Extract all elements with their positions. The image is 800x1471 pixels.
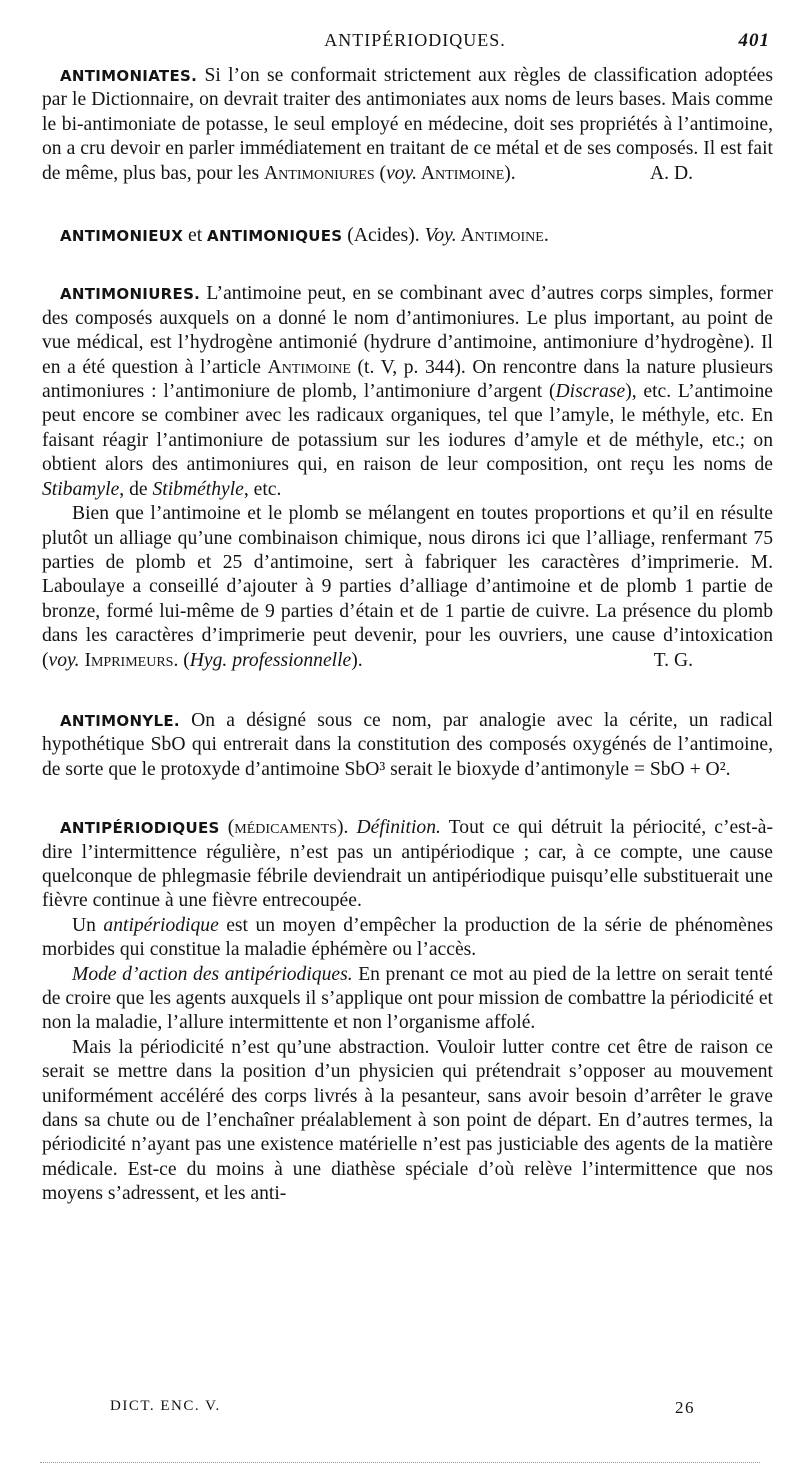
author-signature: T. G.: [653, 649, 693, 671]
entry-text: En prenant ce mot au pied de la lettre on serait tenté de croire que les agents auxquels il s’applique ont pour mission de combattre la périodicité et non la maladie, l’allure intermittente et non l’organisme affolé.: [42, 963, 773, 1034]
term: Stibamyle: [42, 478, 120, 500]
subhead: médicaments: [234, 817, 337, 839]
section-label: Mode d’action des antipériodiques.: [72, 963, 353, 985]
connector: et: [183, 225, 208, 247]
running-title: ANTIPÉRIODIQUES.: [324, 30, 506, 50]
entry-text: ).: [351, 649, 363, 671]
cross-reference: Antimoniures: [264, 162, 375, 184]
headword: ANTIMONYLE.: [60, 711, 180, 730]
punctuation: ).: [504, 162, 516, 184]
page-body: [42, 64, 773, 1207]
author-signature: A. D.: [650, 162, 693, 184]
entry-antimonyle: [42, 709, 773, 782]
running-head: [60, 30, 770, 56]
entry-text: (t. V, p. 344). On rencontre dans la nature plusieurs antimoniures : l’antimoniure de plomb, l’antimoniure d’argent (: [42, 356, 773, 403]
cross-reference: Antimoine.: [456, 225, 549, 247]
cross-reference: Antimoine: [267, 356, 351, 378]
entry-text: L’antimoine peut, en se combinant avec d’autres corps simples, former des composés auxquels on a donné le nom d’antimoniures. Le plus important, au point de vue médical, est l’hydrogène antimonié (hydrure d’antimoine, antimoniure d’hydrogène). Il en a été question à l’article: [42, 283, 773, 378]
voy-label: voy.: [386, 162, 418, 184]
cross-reference: Imprimeurs: [79, 649, 174, 671]
signature-mark: DICT. ENC. V.: [110, 1398, 221, 1414]
entry-text: Si l’on se conformait strictement aux règles de classification adoptées par le Dictionnaire, on devrait traiter des antimoniates aux noms de leurs bases. Mais comme le bi-antimoniate de potasse, le seul employé en médecine, doit ses propriétés à l’antimoine, on a cru devoir en parler immédiatement en traitant de ce métal et de ses composés. Il est fait de même, plus bas, pour les: [42, 65, 773, 184]
headword: ANTIMONIURES.: [60, 285, 201, 304]
entry-text: Un: [72, 914, 104, 936]
cross-reference: Antimoine: [417, 162, 505, 184]
entry-antimoniures: [42, 282, 773, 673]
page-footer: [110, 1398, 700, 1424]
voy-label: Voy.: [424, 225, 457, 247]
entry-antiperiodiques: [42, 816, 773, 1207]
headword: ANTIMONIEUX: [60, 227, 184, 246]
entry-text: (Acides).: [342, 225, 425, 247]
headword: ANTIMONIQUES: [207, 227, 343, 246]
term: antipériodique: [103, 914, 219, 936]
punctuation: (: [374, 162, 387, 184]
voy-label: voy.: [48, 649, 80, 671]
entry-antimonieux-antimoniques: [42, 224, 773, 248]
headword: ANTIPÉRIODIQUES: [60, 819, 220, 838]
sheet-number: 26: [675, 1398, 695, 1417]
headword: ANTIMONIATES.: [60, 67, 198, 85]
term: Stibméthyle: [152, 478, 244, 500]
bottom-rule: [40, 1462, 760, 1463]
entry-text: Bien que l’antimoine et le plomb se mélangent en toutes proportions et qu’il en résulte plutôt un alliage qu’une combinaison chimique, nous dirons ici que l’alliage, renfermant 75 parties de plomb et 25 d’antimoine, sert à fabriquer les caractères d’imprimerie. M. Laboulaye a conseillé d’ajouter à 9 parties d’alliage d’antimoine et de plomb 1 partie de bronze, formé lui-même de 9 parties d’étain et de 1 partie de cuivre. La présence du plomb dans les caractères d’imprimerie peut devenir, pour les ouvriers, une cause d’intoxication (: [42, 503, 773, 671]
term: Hyg. professionnelle: [189, 649, 352, 671]
entry-text: On a désigné sous ce nom, par analogie avec la cérite, un radical hypothétique SbO qui entrerait dans la constitution des composés oxygénés de l’antimoine, de sorte que le protoxyde d’antimoine SbO³ serait le bioxyde d’antimonyle = SbO + O².: [42, 709, 773, 780]
section-label: Définition.: [356, 817, 441, 839]
entry-text: Mais la périodicité n’est qu’une abstraction. Vouloir lutter contre cet être de raison ce serait se mettre dans la position d’un physicien qui prétendrait s’opposer au mouvement uniformément accéléré des corps livrés à la pesanteur, sans avoir besoin d’arrêter le grave dans sa chute ou de l’enchaîner préalablement à son point de départ. En d’autres termes, la périodicité n’ayant pas une existence matérielle n’est pas justiciable des agents de la matière médicale. Est-ce du moins à une diathèse spéciale d’où relève l’intermittence que nos moyens s’adressent, et les anti-: [42, 1036, 773, 1205]
page-number: 401: [738, 30, 770, 51]
entry-text: est un moyen d’empêcher la production de la série de phénomènes morbides qui constitue la maladie éphémère ou l’accès.: [42, 914, 773, 961]
entry-text: , etc.: [243, 478, 282, 500]
entry-text: . (: [173, 649, 190, 671]
punctuation: (: [219, 817, 235, 839]
term: Discrase: [555, 381, 626, 403]
entry-text: ), etc. L’antimoine peut encore se combiner avec les radicaux organiques, tel que l’amyle, le méthyle, etc. En faisant réagir l’antimoniure de potassium sur les iodures d’amyle et de méthyle, etc.; on obtient alors des antimoniures qui, en raison de leur composition, ont reçu les noms de: [42, 381, 773, 476]
entry-antimoniates: [42, 64, 773, 186]
entry-text: Tout ce qui détruit la périocité, c’est-à-dire l’intermittence régulière, n’est pas un antipériodique ; car, à ce compte, une cause quelconque de phlegmasie fébrile deviendrait un antipériodique puisqu’elle substituerait une fièvre continue à une fièvre entrecoupée.: [42, 817, 773, 912]
punctuation: ).: [336, 817, 357, 839]
entry-text: , de: [119, 478, 153, 500]
